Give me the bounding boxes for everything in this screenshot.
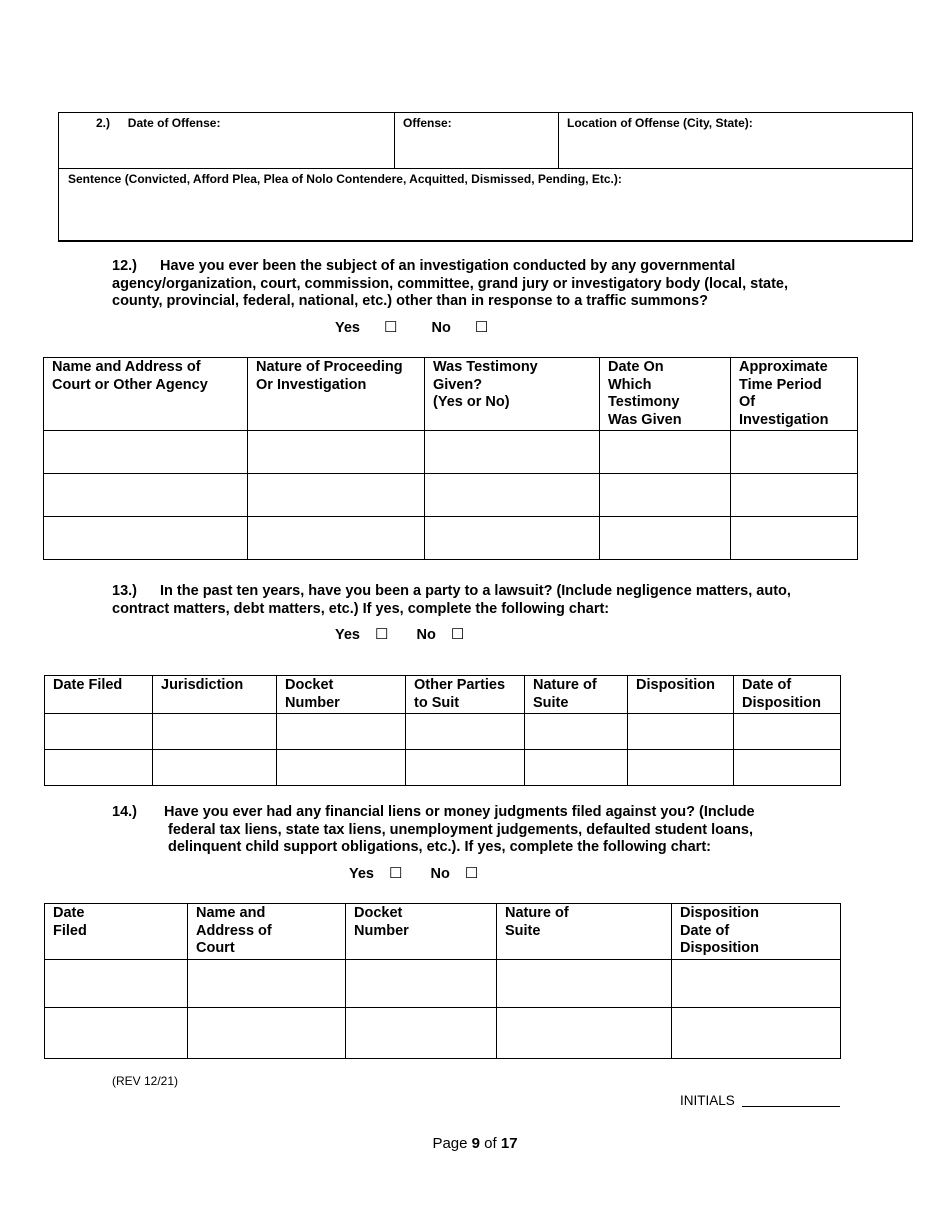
q14-line-2: federal tax liens, state tax liens, unemployment judgements, defaulted student loans,: [168, 821, 753, 838]
initials-label: INITIALS: [680, 1093, 735, 1108]
liens-table: [44, 903, 841, 1059]
col-testimony-given: Was Testimony Given? (Yes or No): [425, 358, 600, 431]
col-other-parties: Other Parties to Suit: [406, 676, 525, 714]
col-disposition: Disposition: [628, 676, 734, 714]
col-court-agency: Name and Address of Court or Other Agency: [44, 358, 248, 431]
q13-no-checkbox[interactable]: ☐: [450, 626, 465, 643]
sentence-label: Sentence (Convicted, Afford Plea, Plea of Nolo Contendere, Acquitted, Dismissed, Pending, Etc.):: [68, 172, 622, 186]
q12-line-1: Have you ever been the subject of an investigation conducted by any governmental: [160, 258, 736, 274]
q14-no-checkbox[interactable]: ☐: [464, 865, 479, 882]
col-nature-proceeding: Nature of Proceeding Or Investigation: [248, 358, 425, 431]
q14-line-1: Have you ever had any financial liens or money judgments filed against you? (Include: [164, 804, 755, 820]
q12-num: 12.): [112, 258, 137, 274]
offense-label: Offense:: [403, 116, 452, 130]
col-court-address: Name and Address of Court: [188, 904, 346, 960]
date-of-offense-cell[interactable]: [59, 113, 395, 169]
q12-yes-checkbox[interactable]: ☐: [384, 319, 398, 336]
col-nature-suite: Nature of Suite: [497, 904, 672, 960]
offense-table: [58, 112, 913, 242]
q12-question: [112, 258, 892, 311]
q12-yes-label: Yes: [335, 320, 360, 336]
q12-line-2: agency/organization, court, commission, committee, grand jury or investigatory body (local, state,: [112, 275, 789, 292]
q13-yes-checkbox[interactable]: ☐: [375, 626, 389, 643]
q14-yes-checkbox[interactable]: ☐: [389, 865, 403, 882]
col-docket-number: Docket Number: [277, 676, 406, 714]
page-word: Page: [432, 1135, 468, 1152]
q13-no-label: No: [416, 627, 436, 643]
table-row: [45, 1007, 841, 1058]
sentence-cell[interactable]: [59, 169, 913, 241]
lawsuit-table: [44, 675, 841, 786]
q12-no-label: No: [431, 320, 451, 336]
page-total: 17: [500, 1135, 518, 1152]
q14-no-label: No: [430, 866, 450, 882]
col-testimony-date: Date On Which Testimony Was Given: [600, 358, 731, 431]
page-of: of: [484, 1135, 497, 1152]
q12-line-3: county, provincial, federal, national, etc.) other than in response to a traffic summons?: [112, 293, 708, 309]
location-cell[interactable]: [559, 113, 913, 169]
page-number: [0, 1135, 950, 1152]
col-time-period: Approximate Time Period Of Investigation: [731, 358, 858, 431]
col-jurisdiction: Jurisdiction: [153, 676, 277, 714]
col-date-filed: Date Filed: [45, 904, 188, 960]
col-disposition-date: Disposition Date of Disposition: [672, 904, 841, 960]
offense-num: 2.): [96, 116, 111, 130]
q13-line-1: In the past ten years, have you been a party to a lawsuit? (Include negligence matters, auto,: [160, 583, 791, 599]
q13-yes-label: Yes: [335, 627, 360, 643]
q13-num: 13.): [112, 583, 137, 599]
q14-line-3: delinquent child support obligations, etc.). If yes, complete the following chart:: [168, 839, 711, 855]
q12-no-checkbox[interactable]: ☐: [474, 319, 489, 336]
date-of-offense-label: Date of Offense:: [127, 116, 221, 130]
col-nature-suite: Nature of Suite: [525, 676, 628, 714]
q14-yes-label: Yes: [349, 866, 374, 882]
revision-label: (REV 12/21): [112, 1074, 179, 1088]
q14-num: 14.): [112, 804, 137, 820]
offense-cell[interactable]: [395, 113, 559, 169]
col-docket-number: Docket Number: [346, 904, 497, 960]
q12-yes-no: [335, 319, 488, 338]
table-row: [44, 431, 858, 474]
col-date-filed: Date Filed: [45, 676, 153, 714]
initials-field[interactable]: [680, 1093, 840, 1108]
q13-yes-no: [335, 626, 464, 645]
table-row: [44, 474, 858, 517]
page-current: 9: [471, 1135, 480, 1152]
col-date-disposition: Date of Disposition: [734, 676, 841, 714]
q14-yes-no: [349, 865, 478, 884]
location-label: Location of Offense (City, State):: [567, 116, 753, 130]
q13-line-2: contract matters, debt matters, etc.) If yes, complete the following chart:: [112, 600, 610, 617]
table-row: [45, 750, 841, 786]
initials-line[interactable]: [742, 1106, 840, 1107]
table-row: [44, 517, 858, 560]
table-row: [45, 959, 841, 1007]
table-row: [45, 714, 841, 750]
q14-question: [112, 804, 892, 857]
investigation-table: [43, 357, 858, 560]
q13-question: [112, 583, 892, 618]
